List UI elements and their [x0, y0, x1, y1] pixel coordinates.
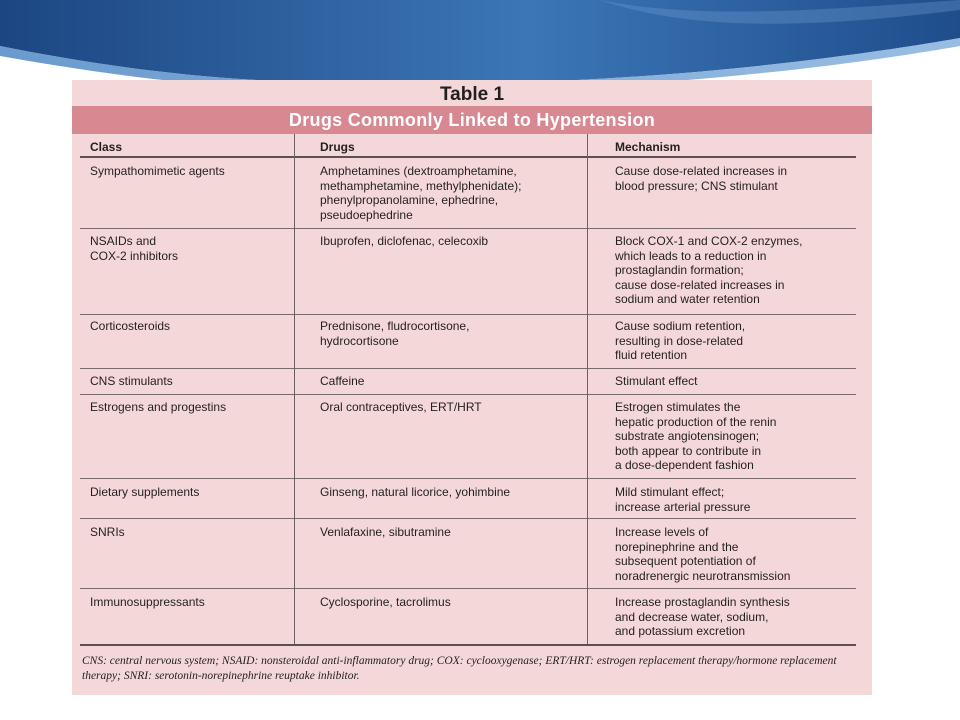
row-corticosteroids-drugs: Prednisone, fludrocortisone, hydrocortisone: [320, 319, 470, 348]
table-title-bar: [72, 106, 872, 134]
header-drugs: Drugs: [320, 140, 355, 154]
row-cns-class: CNS stimulants: [90, 374, 173, 388]
row-sympathomimetic-drugs: Amphetamines (dextroamphetamine, methamphetamine, methylphenidate); phenylpropanolamine, ephedrine, pseudoephedrine: [320, 164, 522, 222]
header-rule: [80, 156, 856, 158]
column-divider: [587, 134, 588, 644]
table-title: Drugs Commonly Linked to Hypertension: [288, 110, 656, 130]
row-cns-drugs: Caffeine: [320, 374, 365, 388]
row-sympathomimetic-mechanism: Cause dose-related increases in blood pressure; CNS stimulant: [615, 164, 788, 193]
row-dietary-class: Dietary supplements: [90, 485, 200, 499]
row-divider: [80, 228, 856, 229]
table-number: Table 1: [439, 84, 505, 105]
row-corticosteroids-class: Corticosteroids: [90, 319, 171, 333]
row-cns-mechanism: Stimulant effect: [615, 374, 698, 388]
row-estrogens-mechanism: Estrogen stimulates the hepatic production of the renin substrate angiotensinogen; both appear to contribute in a dose-dependent fashion: [615, 400, 777, 473]
row-nsaids-mechanism: Block COX-1 and COX-2 enzymes, which leads to a reduction in prostaglandin formation; cause dose-related increases in sodium and water retention: [615, 234, 803, 307]
row-sympathomimetic-class: Sympathomimetic agents: [90, 164, 225, 178]
row-immunosuppressants-class: Immunosuppressants: [90, 595, 205, 609]
row-divider: [80, 368, 856, 369]
row-divider: [80, 588, 856, 589]
header-mechanism: Mechanism: [615, 140, 681, 154]
drug-table-figure: [72, 80, 872, 695]
row-divider: [80, 394, 856, 395]
table-footnote: CNS: central nervous system; NSAID: nonsteroidal anti-inflammatory drug; COX: cyclooxygenase; ERT/HRT: estrogen replacement therapy/hormone replacement therapy; SNRI: serotonin-norepinephrine reuptake inhibitor.: [82, 655, 837, 682]
column-divider: [294, 134, 295, 644]
row-divider: [80, 314, 856, 315]
row-corticosteroids-mechanism: Cause sodium retention, resulting in dose-related fluid retention: [615, 319, 746, 363]
row-immunosuppressants-mechanism: Increase prostaglandin synthesis and decrease water, sodium, and potassium excretion: [615, 595, 790, 639]
row-dietary-mechanism: Mild stimulant effect; increase arterial pressure: [615, 485, 751, 514]
row-nsaids-drugs: Ibuprofen, diclofenac, celecoxib: [320, 234, 489, 248]
row-divider: [80, 478, 856, 479]
row-immunosuppressants-drugs: Cyclosporine, tacrolimus: [320, 595, 451, 609]
row-snris-drugs: Venlafaxine, sibutramine: [320, 525, 451, 539]
row-estrogens-drugs: Oral contraceptives, ERT/HRT: [320, 400, 482, 414]
row-divider: [80, 518, 856, 519]
row-estrogens-class: Estrogens and progestins: [90, 400, 227, 414]
header-class: Class: [90, 140, 123, 154]
row-dietary-drugs: Ginseng, natural licorice, yohimbine: [320, 485, 511, 499]
row-snris-mechanism: Increase levels of norepinephrine and the subsequent potentiation of noradrenergic neurotransmission: [615, 525, 791, 583]
row-nsaids-class: NSAIDs and COX-2 inhibitors: [90, 234, 179, 263]
row-snris-class: SNRIs: [90, 525, 125, 539]
table-bottom-rule: [80, 644, 856, 646]
